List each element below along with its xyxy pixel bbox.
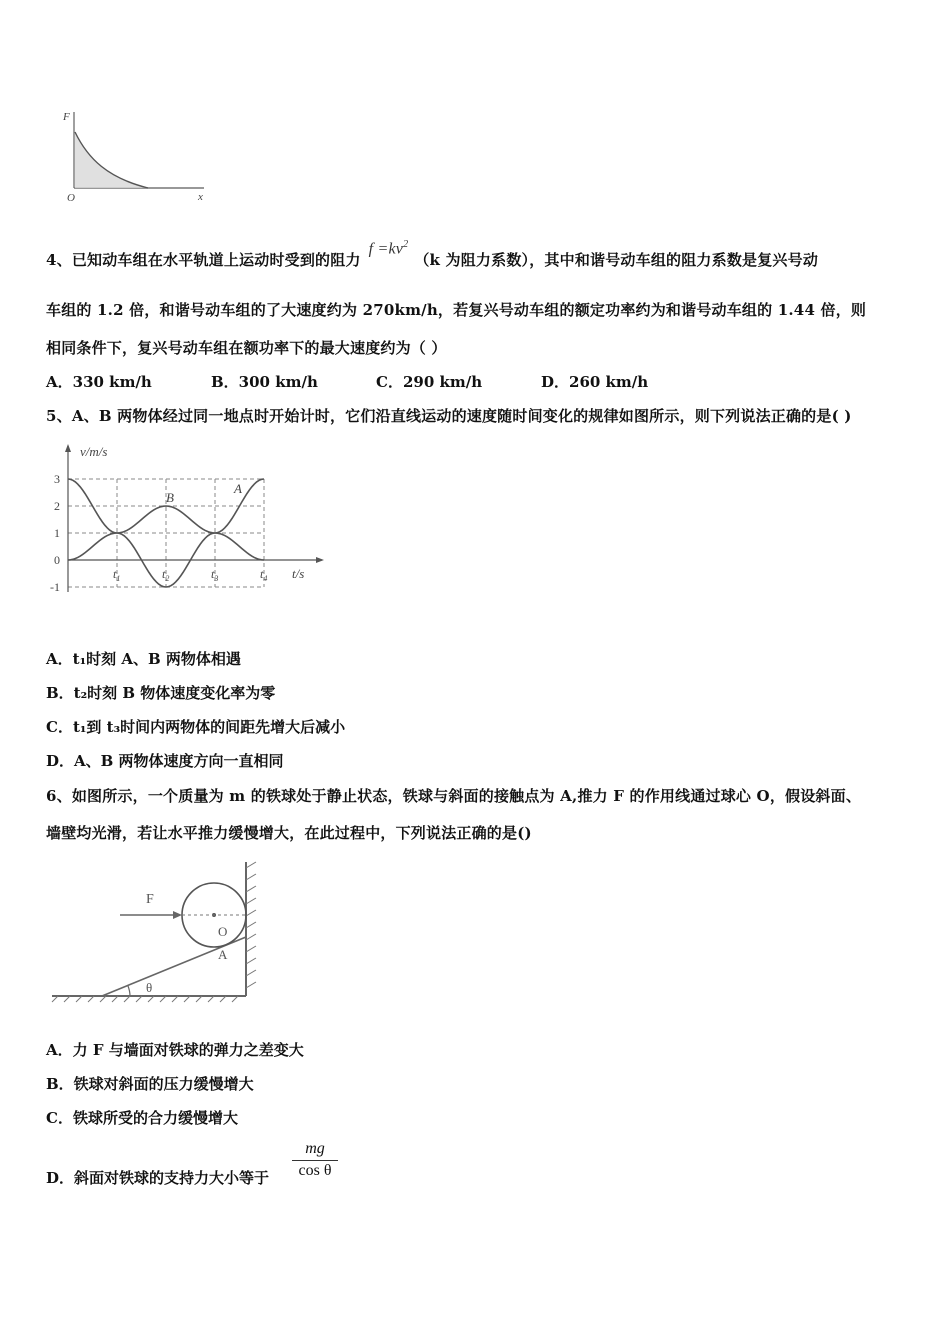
contact-a-label: A [218,947,228,962]
vt-y-tick-label: 0 [54,553,60,567]
wall-hatching [246,862,256,988]
q6-option-b: B．铁球对斜面的压力缓慢增大 [46,1075,254,1093]
force-arrowhead [173,911,182,919]
vt-x-tick-label: $t_4$ [260,567,268,583]
vt-xlabel: t/s [292,566,305,581]
q5-option-a: A．t₁时刻 A、B 两物体相遇 [46,650,241,668]
vt-x-tick-label: $t_2$ [162,567,170,583]
vt-x-arrow [316,557,324,563]
angle-arc [128,986,130,996]
q4-line2: 车组的 1.2 倍，和谐号动车组的了大速度约为 270km/h，若复兴号动车组的额定功率约为和谐号动车组的 1.44 倍，则 [46,301,867,319]
q5-option-c: C．t₁到 t₃时间内两物体的间距先增大后减小 [46,718,346,736]
q4-suffix: （k 为阻力系数），其中和谐号动车组的阻力系数是复兴号动 [414,251,819,269]
force-f-label: F [146,892,154,907]
fx-axis-f-label: F [63,111,70,123]
q4-formula: $f =kv^2$ [368,238,409,257]
fx-shaded-area [75,132,148,188]
vt-y-tick-label: 3 [54,472,60,486]
vt-series-label-a: A [234,481,242,496]
fx-origin-label: O [67,192,75,204]
fraction-numerator: mg [292,1140,338,1161]
incline-ball-figure [50,858,265,1003]
q6-line2: 墙壁均光滑，若让水平推力缓慢增大，在此过程中，下列说法正确的是() [46,824,532,842]
vt-y-tick-label: 1 [54,526,60,540]
vt-ylabel: v/m/s [80,444,108,459]
fraction-denominator: cos θ [298,1162,332,1179]
q6-option-d: D．斜面对铁球的支持力大小等于 [46,1169,270,1187]
q5-option-d: D．A、B 两物体速度方向一直相同 [46,752,284,770]
q6-option-c: C．铁球所受的合力缓慢增大 [46,1109,238,1127]
fx-axis-x-label: x [198,191,203,203]
vt-x-tick-label: $t_3$ [211,567,219,583]
fx-graph-figure [58,104,218,204]
vt-y-arrow [65,444,71,452]
q6-line1: 6、如图所示，一个质量为 m 的铁球处于静止状态，铁球与斜面的接触点为 A,推力 F 的作用线通过球心 O，假设斜面、 [46,787,862,805]
vt-y-tick-label: 2 [54,499,60,513]
vt-chart [40,440,330,605]
q6-option-a: A．力 F 与墙面对铁球的弹力之差变大 [46,1041,304,1059]
q4-option-b: B．300 km/h [211,373,318,391]
q5-option-b: B．t₂时刻 B 物体速度变化率为零 [46,684,276,702]
center-o-label: O [218,924,228,939]
q4-option-a: A．330 km/h [46,373,152,391]
q4-option-c: C．290 km/h [376,373,483,391]
q4-line1 [46,238,819,270]
q4-line3: 相同条件下，复兴号动车组在额功率下的最大速度约为（ ） [46,339,447,357]
vt-y-tick-label: -1 [50,580,60,594]
vt-y-tick-labels [50,472,60,594]
vt-series-label-b: B [166,490,174,505]
vt-x-tick-label: $t_1$ [113,567,121,583]
q5-stem: 5、A、B 两物体经过同一地点时开始计时，它们沿直线运动的速度随时间变化的规律如图所示，则下列说法正确的是( ) [46,407,852,425]
vt-x-tick-labels [113,567,267,583]
q6-option-d-fraction [292,1140,338,1180]
angle-theta-label: θ [146,980,153,995]
q4-prefix: 4、已知动车组在水平轨道上运动时受到的阻力 [46,251,361,269]
q4-option-d: D．260 km/h [541,373,649,391]
